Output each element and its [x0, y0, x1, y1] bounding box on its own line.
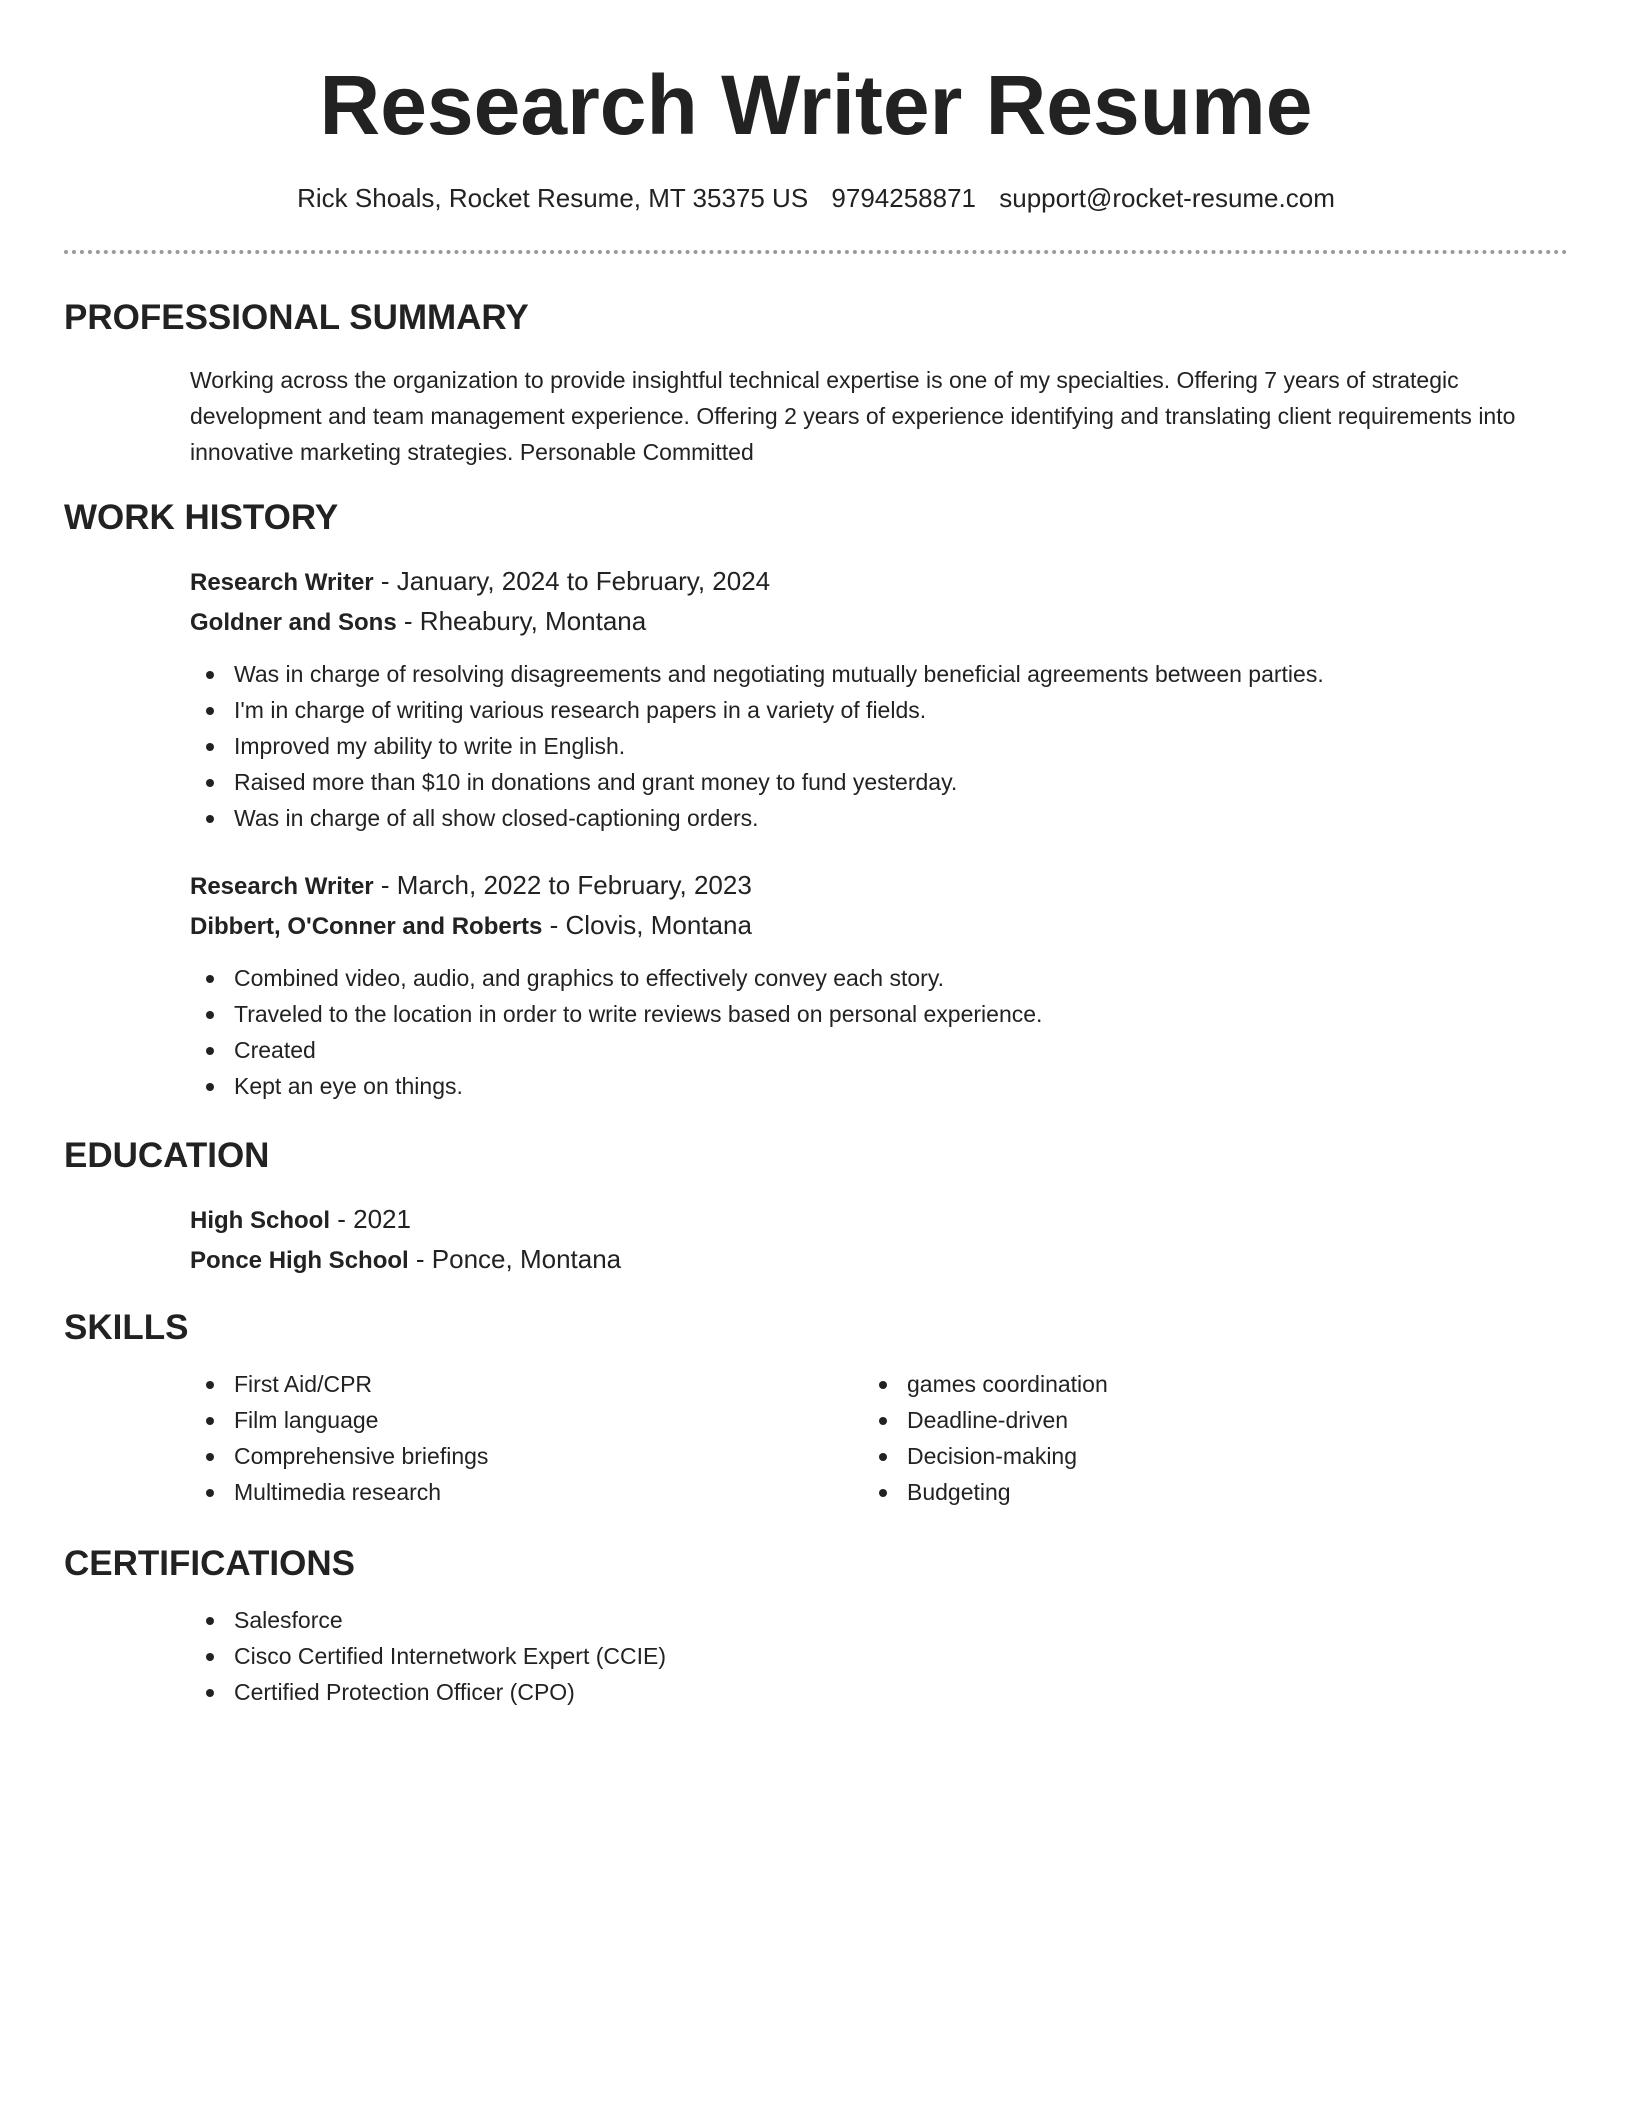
skills-heading: SKILLS [64, 1308, 189, 1347]
contact-email: support@rocket-resume.com [999, 183, 1335, 213]
resume-title: Research Writer Resume [319, 58, 1313, 152]
certifications-heading: CERTIFICATIONS [64, 1544, 356, 1583]
graduation-year: - 2021 [330, 1204, 411, 1234]
education-heading: EDUCATION [64, 1136, 270, 1175]
job-location: - Rheabury, Montana [396, 606, 647, 636]
school-name: Ponce High School [190, 1247, 409, 1274]
list-item: Salesforce [190, 1602, 1560, 1638]
job-company: Goldner and Sons [190, 609, 397, 636]
contact-line [0, 180, 1632, 216]
list-item: Raised more than $10 in donations and grant money to fund yesterday. [190, 764, 1560, 800]
list-item: Film language [190, 1402, 790, 1438]
list-item: Budgeting [863, 1474, 1463, 1510]
skills-column-right [863, 1366, 1463, 1510]
summary-text: Working across the organization to provide insightful technical expertise is one of my specialties. Offering 7 years of strategic development and team management experience. Offering 2 years of experience identifying and translating client requirements into innovative marketing strategies. Personable Committed [190, 367, 1516, 465]
degree: High School [190, 1207, 330, 1234]
list-item: I'm in charge of writing various research papers in a variety of fields. [190, 692, 1560, 728]
job-dates: - March, 2022 to February, 2023 [373, 870, 752, 900]
job-company: Dibbert, O'Conner and Roberts [190, 913, 543, 940]
job-company-line [190, 906, 1560, 946]
certifications-list [190, 1602, 1560, 1710]
job-entry [190, 562, 1560, 836]
list-item: Decision-making [863, 1438, 1463, 1474]
list-item: Multimedia research [190, 1474, 790, 1510]
list-item: Improved my ability to write in English. [190, 728, 1560, 764]
list-item: First Aid/CPR [190, 1366, 790, 1402]
contact-address: Rick Shoals, Rocket Resume, MT 35375 US [297, 183, 809, 213]
list-item: Was in charge of resolving disagreements and negotiating mutually beneficial agreements between parties. [190, 656, 1560, 692]
list-item: Cisco Certified Internetwork Expert (CCIE) [190, 1638, 1560, 1674]
certifications-entry [190, 1602, 1560, 1710]
summary-heading: PROFESSIONAL SUMMARY [64, 298, 529, 337]
job-dates: - January, 2024 to February, 2024 [373, 566, 771, 596]
job-title-line [190, 866, 1560, 906]
job-bullets [190, 960, 1560, 1104]
list-item: Traveled to the location in order to write reviews based on personal experience. [190, 996, 1560, 1032]
list-item: Comprehensive briefings [190, 1438, 790, 1474]
list-item: Was in charge of all show closed-captioning orders. [190, 800, 1560, 836]
skills-list [863, 1366, 1463, 1510]
skills-column-left [190, 1366, 790, 1510]
degree-line [190, 1200, 1560, 1240]
list-item: Created [190, 1032, 1560, 1068]
job-bullets [190, 656, 1560, 836]
list-item: Certified Protection Officer (CPO) [190, 1674, 1560, 1710]
job-entry [190, 866, 1560, 1104]
skills-list [190, 1366, 790, 1510]
list-item: games coordination [863, 1366, 1463, 1402]
job-company-line [190, 602, 1560, 642]
job-location: - Clovis, Montana [542, 910, 752, 940]
list-item: Deadline-driven [863, 1402, 1463, 1438]
school-location: - Ponce, Montana [408, 1244, 622, 1274]
list-item: Kept an eye on things. [190, 1068, 1560, 1104]
header-divider [64, 250, 1568, 254]
job-title-line [190, 562, 1560, 602]
education-entry [190, 1200, 1560, 1280]
job-title: Research Writer [190, 569, 374, 596]
work-history-heading: WORK HISTORY [64, 498, 339, 537]
list-item: Combined video, audio, and graphics to effectively convey each story. [190, 960, 1560, 996]
job-title: Research Writer [190, 873, 374, 900]
contact-phone: 9794258871 [831, 183, 977, 213]
school-line [190, 1240, 1560, 1280]
